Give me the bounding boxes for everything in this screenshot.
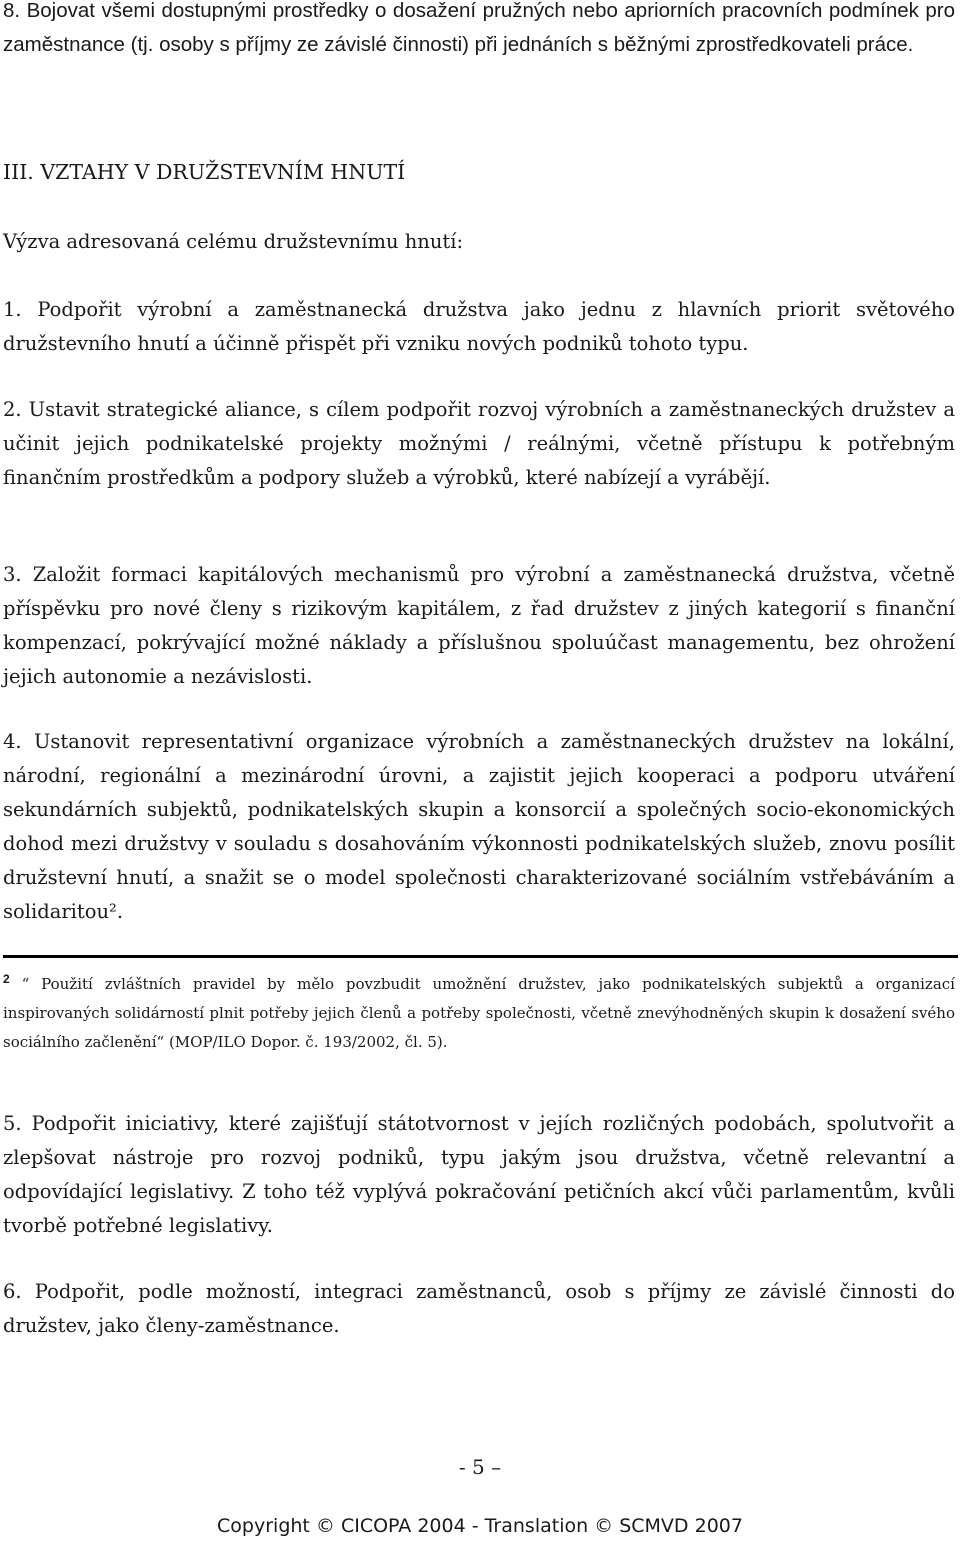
paragraph-item-1: 1. Podpořit výrobní a zaměstnanecká družstva jako jednu z hlavních priorit světového družstevního hnutí a účinně přispět při vzniku nových podniků tohoto typu. [3,298,955,355]
footnote-mark: 2 [3,972,10,986]
paragraph-item-3: 3. Založit formaci kapitálových mechanismů pro výrobní a zaměstnanecká družstva, včetně příspěvku pro nové členy s rizikovým kapitálem, z řad družstev z jiných kategorií s finanční kompenzací, pokrývající možné náklady a příslušnou spoluúčast managementu, bez ohrožení jejich autonomie a nezávislosti. [3,563,955,688]
intro-paragraph: Výzva adresovaná celému družstevnímu hnutí: [3,230,464,253]
paragraph-item-2: 2. Ustavit strategické aliance, s cílem podpořit rozvoj výrobních a zaměstnaneckých družstev a učinit jejich podnikatelské projekty možnými / reálnými, včetně přístupu k potřebným finančním prostředkům a podpory služeb a výrobků, které nabízejí a vyrábějí. [3,398,955,489]
footnote [3,965,955,1057]
paragraph-item-6: 6. Podpořit, podle možností, integraci zaměstnanců, osob s příjmy ze závislé činnosti do družstev, jako členy-zaměstnance. [3,1280,955,1337]
paragraph-item-5: 5. Podpořit iniciativy, které zajišťují státotvornost v jejích rozličných podobách, spolutvořit a zlepšovat nástroje pro rozvoj podniků, typu jakým jsou družstva, včetně relevantní a odpovídající legislativy. Z toho též vyplývá pokračování petičních akcí vůči parlamentům, kvůli tvorbě potřebné legislativy. [3,1112,955,1237]
footnote-text: “ Použití zvláštních pravidel by mělo povzbudit umožnění družstev, jako podnikatelských subjektů a organizací inspirovaných solidárností plnit potřeby jejich členů a potřeby společnosti, včetně znevýhodněných skupin k dosažení svého sociálního začlenění“ (MOP/ILO Dopor. č. 193/2002, čl. 5). [3,975,955,1051]
copyright-footer: Copyright © CICOPA 2004 - Translation © SCMVD 2007 [217,1515,743,1537]
paragraph-item-4: 4. Ustanovit representativní organizace výrobních a zaměstnaneckých družstev na lokální, národní, regionální a mezinárodní úrovni, a zajistit jejich kooperaci a podporu utváření sekundárních subjektů, podnikatelských skupin a konsorcií a společných socio-ekonomických dohod mezi družstvy v souladu s dosahováním výkonnosti podnikatelských služeb, znovu posílit družstevní hnutí, a snažit se o model společnosti charakterizované sociálním vstřebáváním a solidaritou². [3,730,955,923]
page-number: - 5 – [458,1455,502,1479]
section-heading: III. VZTAHY V DRUŽSTEVNÍM HNUTÍ [3,160,406,184]
paragraph-item-8: 8. Bojovat všemi dostupnými prostředky o dosažení pružných nebo apriorních pracovních podmínek pro zaměstnance (tj. osoby s příjmy ze závislé činnosti) při jednáních s běžnými zprostředkovateli práce. [3,0,955,56]
footnote-divider [3,955,958,958]
